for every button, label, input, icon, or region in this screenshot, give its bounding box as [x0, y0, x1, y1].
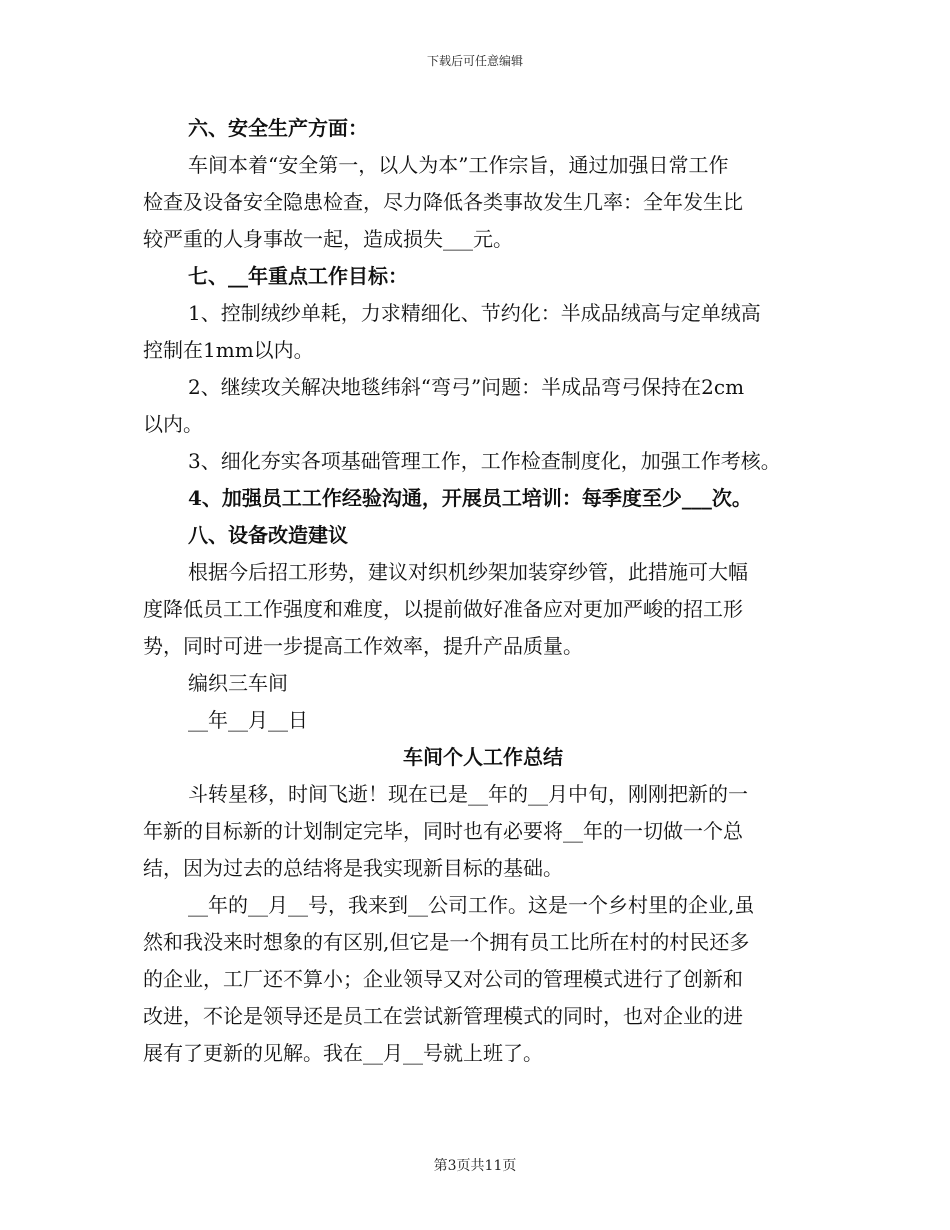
paragraph-line: 车间本着“安全第一，以人为本”工作宗旨，通过加强日常工作	[188, 153, 729, 177]
paragraph-line: 较严重的人身事故一起，造成损失___元。	[143, 227, 513, 251]
page-number: 第3页共11页	[433, 1158, 517, 1174]
paragraph-line: 年新的目标新的计划制定完毕，同时也有必要将__年的一切做一个总	[143, 819, 743, 843]
paragraph-line: 结，因为过去的总结将是我实现新目标的基础。	[143, 856, 563, 880]
document-body	[143, 110, 823, 1072]
paragraph-line: 改进，不论是领导还是员工在尝试新管理模式的同时，也对企业的进	[143, 1004, 743, 1028]
section-heading-goals: 七、__年重点工作目标：	[188, 264, 408, 288]
signature-department: 编织三车间	[188, 671, 288, 695]
paragraph-line: 然和我没来时想象的有区别,但它是一个拥有员工比所在村的村民还多	[143, 930, 750, 954]
paragraph-line: 的企业，工厂还不算小；企业领导又对公司的管理模式进行了创新和	[143, 967, 743, 991]
page-header-note: 下载后可任意编辑	[426, 54, 523, 68]
paragraph-line: 根据今后招工形势，建议对织机纱架加装穿纱管，此措施可大幅	[188, 560, 748, 584]
paragraph-line: 以内。	[143, 412, 203, 436]
section-heading-safety: 六、安全生产方面：	[188, 116, 368, 140]
paragraph-line-bold: 4、加强员工工作经验沟通，开展员工培训：每季度至少___次。	[188, 486, 752, 510]
paragraph-line: 斗转星移，时间飞逝！现在已是__年的__月中旬，刚刚把新的一	[188, 782, 748, 806]
paragraph-line: 3、细化夯实各项基础管理工作，工作检查制度化，加强工作考核。	[188, 449, 781, 473]
paragraph-line: 势，同时可进一步提高工作效率，提升产品质量。	[143, 634, 583, 658]
document-title: 车间个人工作总结	[403, 745, 563, 769]
paragraph-line: __年的__月__号，我来到__公司工作。这是一个乡村里的企业,虽	[188, 893, 755, 917]
paragraph-line: 展有了更新的见解。我在__月__号就上班了。	[143, 1041, 543, 1065]
paragraph-line: 2、继续攻关解决地毯纬斜“弯弓”问题：半成品弯弓保持在2cm	[188, 375, 745, 399]
paragraph-line: 检查及设备安全隐患检查，尽力降低各类事故发生几率：全年发生比	[143, 190, 743, 214]
paragraph-line: 1、控制绒纱单耗，力求精细化、节约化：半成品绒高与定单绒高	[188, 301, 761, 325]
paragraph-line: 控制在1mm以内。	[143, 338, 314, 362]
paragraph-line: 度降低员工工作强度和难度，以提前做好准备应对更加严峻的招工形	[143, 597, 743, 621]
signature-date: __年__月__日	[188, 708, 308, 732]
section-heading-equipment: 八、设备改造建议	[188, 523, 348, 547]
